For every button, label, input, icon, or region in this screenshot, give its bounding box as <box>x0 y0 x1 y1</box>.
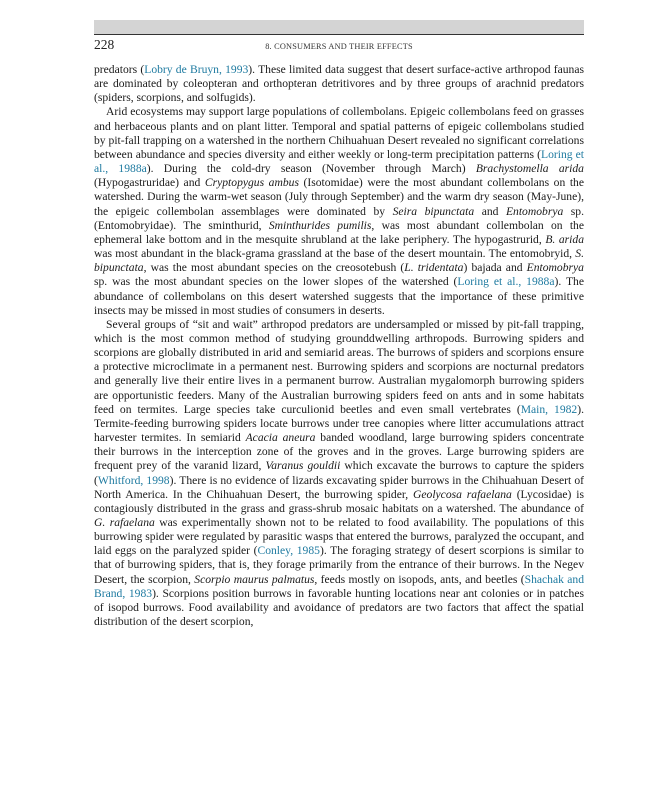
species-name: B. arida <box>545 232 584 246</box>
body-text <box>94 63 584 629</box>
paragraph <box>94 318 584 629</box>
running-title: 8. CONSUMERS AND THEIR EFFECTS <box>265 42 413 51</box>
text-run: , feeds mostly on isopods, ants, and beetles ( <box>314 572 525 586</box>
citation-link[interactable]: Conley, 1985 <box>257 544 320 558</box>
text-run: , was most abundant collembolan on the ephemeral lake bottom and in the mesquite shrubland at the lake periphery. The hypogastrurid, <box>94 218 584 246</box>
citation-link[interactable]: Loring et al., 1988a <box>457 275 555 289</box>
text-run: was experimentally shown not to be related to food availability. The populations of this burrowing spider were regulated by parasitic wasps that entered the burrows, paralyzed the occupant, and laid eggs on the paralyzed spider ( <box>94 516 584 558</box>
species-name: S. bipunctata <box>94 247 584 275</box>
citation-link[interactable]: Loring et al., 1988a <box>94 147 584 176</box>
text-run: banded woodland, large burrowing spiders concentrate their burrows in the interception zone of the groves and in the groves. Large burrowing spiders are frequent prey of the varanid lizard, <box>94 431 584 473</box>
text-run: ). Termite-feeding burrowing spiders locate burrows under tree canopies where litter accumulations attract harvester termites. In semiarid <box>94 402 584 445</box>
species-name: Geolycosa rafaelana <box>413 487 512 501</box>
text-run: was most abundant in the black-grama grassland at the base of the desert mountain. The entomobryid, <box>94 247 576 261</box>
species-name: L. tridentata <box>404 261 464 275</box>
text-run: ). The abundance of collembolans on this desert watershed suggests that the importance of these primitive insects may be missed in most studies of consumers in deserts. <box>94 275 584 317</box>
text-run: ). Scorpions position burrows in favorable hunting locations near ant colonies or in patches of isopod burrows. Food availability and avoidance of predators are two factors that affect the spatial distribution of the desert scorpion, <box>94 586 585 629</box>
paragraph <box>94 105 584 317</box>
species-name: Cryptopygus ambus <box>204 176 299 190</box>
species-name: Seira bipunctata <box>392 204 475 218</box>
species-name: Varanus gouldii <box>265 459 341 473</box>
citation-link[interactable]: Main, 1982 <box>520 402 578 416</box>
text-run: ). During the cold-dry season (November through March) <box>146 162 476 176</box>
species-name: Sminthurides pumilis <box>268 218 372 232</box>
citation-link[interactable]: Whitford, 1998 <box>97 473 170 487</box>
species-name: Entomobrya <box>526 261 584 275</box>
species-name: Entomobrya <box>505 204 564 218</box>
paragraph <box>94 63 584 105</box>
text-run: ). The foraging strategy of desert scorpions is similar to that of burrowing spiders, that is, they forage primarily from the entrance of their burrows. In the Negev Desert, the scorpion, <box>94 544 584 586</box>
species-name: Scorpio maurus palmatus <box>194 572 315 586</box>
citation-link[interactable]: Lobry de Bruyn, 1993 <box>144 63 249 76</box>
text-run: , was the most abundant species on the creosotebush ( <box>143 261 405 275</box>
header-rule <box>94 34 584 35</box>
text-run: Arid ecosystems may support large populations of collembolans. Epigeic collembolans feed on grasses and herbaceous plants and on plant litter. Temporal and spatial patterns of epigeic collembolans studied by pit-fall trapping on a watershed in the northern Chihuahuan Desert revealed no significant correlations between abundance and species diversity and either weekly or long-term precipitation patterns ( <box>94 105 584 161</box>
text-run: sp. was the most abundant species on the lower slopes of the watershed ( <box>94 275 458 289</box>
text-run: ) bajada and <box>463 261 527 275</box>
text-run: and <box>474 204 506 218</box>
text-run: ). These limited data suggest that desert surface-active arthropod faunas are dominated by coleopteran and orthopteran detritivores and by three groups of arachnid predators (spiders, scorpions, and solfugids). <box>94 63 584 105</box>
species-name: G. rafaelana <box>94 516 155 529</box>
text-run: Several groups of “sit and wait” arthropod predators are undersampled or missed by pit-fall trapping, which is the most common method of studying grounddwelling arthropods. Burrowing spiders and scorpions are globally distributed in arid and semiarid areas. The burrows of spiders and scorpions ensure a protective microclimate in a permanent nest. Burrowing spiders and scorpions are nocturnal predators and generally live their entire lives in a permanent burrow. Australian mygalomorph burrowing spiders are opportunistic feeders. Many of the Australian burrowing spiders feed on ants and in some habitats feed on termites. Large species take curculionid beetles and even small vertebrates ( <box>94 317 584 416</box>
text-run: (Isotomidae) were the most abundant collembolans on the watershed. During the warm-wet season (July through September) and the warm dry season (May-June), the epigeic collembolan assemblages were dominated by <box>94 176 584 218</box>
text-run: which excavate the burrows to capture the spiders ( <box>94 459 584 487</box>
header-bar <box>94 20 584 34</box>
text-run: predators ( <box>94 63 145 76</box>
text-run: sp. (Entomobryidae). The sminthurid, <box>94 204 585 232</box>
citation-link[interactable]: Shachak and Brand, 1983 <box>94 572 585 600</box>
species-name: Brachystomella arida <box>475 162 584 176</box>
page-number: 228 <box>94 37 115 52</box>
text-run: (Hypogastruridae) and <box>94 176 205 190</box>
text-run: ). There is no evidence of lizards excavating spider burrows in the Chihuahuan Desert of North America. In the Chihuahuan Desert, the burrowing spider, <box>94 473 584 501</box>
text-run: (Lycosidae) is contagiously distributed in the grass and grass-shrub mosaic habitats on a watershed. The abundance of <box>94 487 584 515</box>
species-name: Acacia aneura <box>245 431 316 445</box>
